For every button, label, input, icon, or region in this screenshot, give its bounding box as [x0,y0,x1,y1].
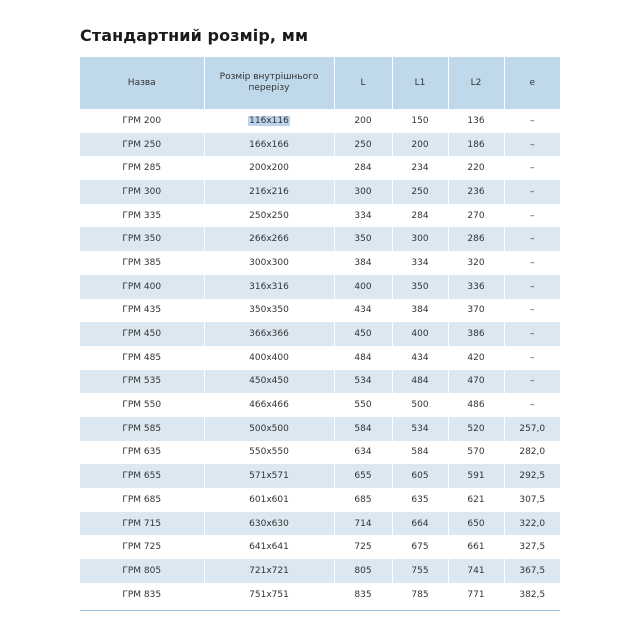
cell-inner-size: 641x641 [204,535,334,559]
cell-e: – [504,393,560,417]
cell-name: ГРМ 485 [80,346,204,370]
table-row [80,488,560,512]
cell-e: – [504,322,560,346]
table-row [80,441,560,465]
cell-l2: 470 [448,370,504,394]
cell-l1: 664 [392,512,448,536]
cell-inner-size: 450x450 [204,370,334,394]
cell-name: ГРМ 635 [80,441,204,465]
page-title: Стандартний розмір, мм [80,26,309,45]
cell-inner-size: 266x266 [204,227,334,251]
cell-l1: 534 [392,417,448,441]
table-row [80,204,560,228]
cell-l2: 661 [448,535,504,559]
cell-inner-size: 366x366 [204,322,334,346]
cell-l2: 270 [448,204,504,228]
cell-name: ГРМ 385 [80,251,204,275]
size-table [80,57,560,606]
table-row [80,227,560,251]
header-l: L [334,57,392,109]
header-inner-size: Розмір внутрішнього перерізу [204,57,334,109]
cell-l1: 200 [392,133,448,157]
cell-l: 284 [334,156,392,180]
table-row [80,133,560,157]
header-e: e [504,57,560,109]
cell-inner-size: 166x166 [204,133,334,157]
cell-l: 384 [334,251,392,275]
cell-l2: 520 [448,417,504,441]
cell-l1: 150 [392,109,448,133]
cell-inner-size: 216x216 [204,180,334,204]
cell-e: – [504,109,560,133]
table-row [80,512,560,536]
cell-l2: 650 [448,512,504,536]
cell-name: ГРМ 400 [80,275,204,299]
cell-l1: 250 [392,180,448,204]
table-row [80,109,560,133]
table-row [80,275,560,299]
cell-e: – [504,299,560,323]
cell-l: 655 [334,464,392,488]
cell-l1: 400 [392,322,448,346]
cell-l: 534 [334,370,392,394]
cell-e: – [504,133,560,157]
table-row [80,559,560,583]
table-row [80,251,560,275]
cell-inner-size: 466x466 [204,393,334,417]
cell-name: ГРМ 725 [80,535,204,559]
cell-name: ГРМ 250 [80,133,204,157]
cell-name: ГРМ 835 [80,583,204,607]
table-row [80,535,560,559]
header-l1: L1 [392,57,448,109]
cell-name: ГРМ 550 [80,393,204,417]
header-name: Назва [80,57,204,109]
cell-name: ГРМ 435 [80,299,204,323]
cell-l: 550 [334,393,392,417]
cell-l1: 605 [392,464,448,488]
cell-l: 584 [334,417,392,441]
cell-l1: 584 [392,441,448,465]
cell-l: 334 [334,204,392,228]
cell-l2: 591 [448,464,504,488]
cell-l1: 434 [392,346,448,370]
cell-l1: 755 [392,559,448,583]
cell-inner-size: 751x751 [204,583,334,607]
cell-name: ГРМ 535 [80,370,204,394]
cell-e: 382,5 [504,583,560,607]
cell-e: – [504,275,560,299]
cell-inner-size: 400x400 [204,346,334,370]
table-row [80,180,560,204]
cell-l: 714 [334,512,392,536]
cell-inner-size: 300x300 [204,251,334,275]
cell-e: 322,0 [504,512,560,536]
cell-l2: 621 [448,488,504,512]
cell-inner-size: 550x550 [204,441,334,465]
cell-l: 484 [334,346,392,370]
cell-l1: 350 [392,275,448,299]
cell-l2: 320 [448,251,504,275]
cell-l2: 486 [448,393,504,417]
table-row [80,299,560,323]
cell-e: 292,5 [504,464,560,488]
cell-l1: 234 [392,156,448,180]
cell-l2: 136 [448,109,504,133]
cell-l2: 336 [448,275,504,299]
cell-l1: 334 [392,251,448,275]
cell-inner-size: 250x250 [204,204,334,228]
cell-inner-size: 316x316 [204,275,334,299]
cell-l1: 500 [392,393,448,417]
cell-name: ГРМ 805 [80,559,204,583]
table-row [80,583,560,607]
cell-e: – [504,204,560,228]
cell-l2: 286 [448,227,504,251]
cell-inner-size: 630x630 [204,512,334,536]
cell-l2: 771 [448,583,504,607]
cell-e: – [504,370,560,394]
cell-l: 805 [334,559,392,583]
cell-l1: 384 [392,299,448,323]
cell-l2: 570 [448,441,504,465]
cell-name: ГРМ 350 [80,227,204,251]
cell-l1: 635 [392,488,448,512]
table-row [80,346,560,370]
cell-l: 300 [334,180,392,204]
cell-inner-size: 601x601 [204,488,334,512]
table-row [80,322,560,346]
cell-l: 350 [334,227,392,251]
cell-e: – [504,251,560,275]
table-row [80,393,560,417]
table-body [80,109,560,606]
cell-l: 685 [334,488,392,512]
cell-l: 725 [334,535,392,559]
cell-name: ГРМ 285 [80,156,204,180]
selected-text-highlight[interactable]: 116x116 [249,115,289,126]
table-header [80,57,560,109]
cell-name: ГРМ 335 [80,204,204,228]
cell-e: 307,5 [504,488,560,512]
cell-e: 282,0 [504,441,560,465]
cell-name: ГРМ 450 [80,322,204,346]
cell-l: 400 [334,275,392,299]
cell-e: – [504,346,560,370]
cell-name: ГРМ 300 [80,180,204,204]
header-row [80,57,560,109]
cell-name: ГРМ 715 [80,512,204,536]
cell-l: 250 [334,133,392,157]
cell-name: ГРМ 655 [80,464,204,488]
cell-l1: 785 [392,583,448,607]
cell-inner-size: 500x500 [204,417,334,441]
cell-e: – [504,227,560,251]
table-row [80,464,560,488]
cell-name: ГРМ 200 [80,109,204,133]
cell-l2: 220 [448,156,504,180]
cell-name: ГРМ 685 [80,488,204,512]
cell-l1: 284 [392,204,448,228]
table-bottom-rule [80,610,560,611]
cell-e: 327,5 [504,535,560,559]
cell-l2: 186 [448,133,504,157]
cell-l: 434 [334,299,392,323]
cell-l2: 370 [448,299,504,323]
header-l2: L2 [448,57,504,109]
cell-l1: 675 [392,535,448,559]
cell-l2: 741 [448,559,504,583]
cell-l2: 386 [448,322,504,346]
cell-l1: 484 [392,370,448,394]
table-row [80,156,560,180]
cell-e: – [504,156,560,180]
cell-inner-size [204,109,334,133]
cell-l: 835 [334,583,392,607]
cell-inner-size: 721x721 [204,559,334,583]
cell-l2: 236 [448,180,504,204]
cell-inner-size: 571x571 [204,464,334,488]
cell-inner-size: 200x200 [204,156,334,180]
cell-l: 634 [334,441,392,465]
cell-name: ГРМ 585 [80,417,204,441]
table-row [80,417,560,441]
cell-l1: 300 [392,227,448,251]
cell-l2: 420 [448,346,504,370]
cell-l: 200 [334,109,392,133]
cell-e: – [504,180,560,204]
cell-e: 257,0 [504,417,560,441]
table-row [80,370,560,394]
cell-inner-size: 350x350 [204,299,334,323]
cell-e: 367,5 [504,559,560,583]
cell-l: 450 [334,322,392,346]
